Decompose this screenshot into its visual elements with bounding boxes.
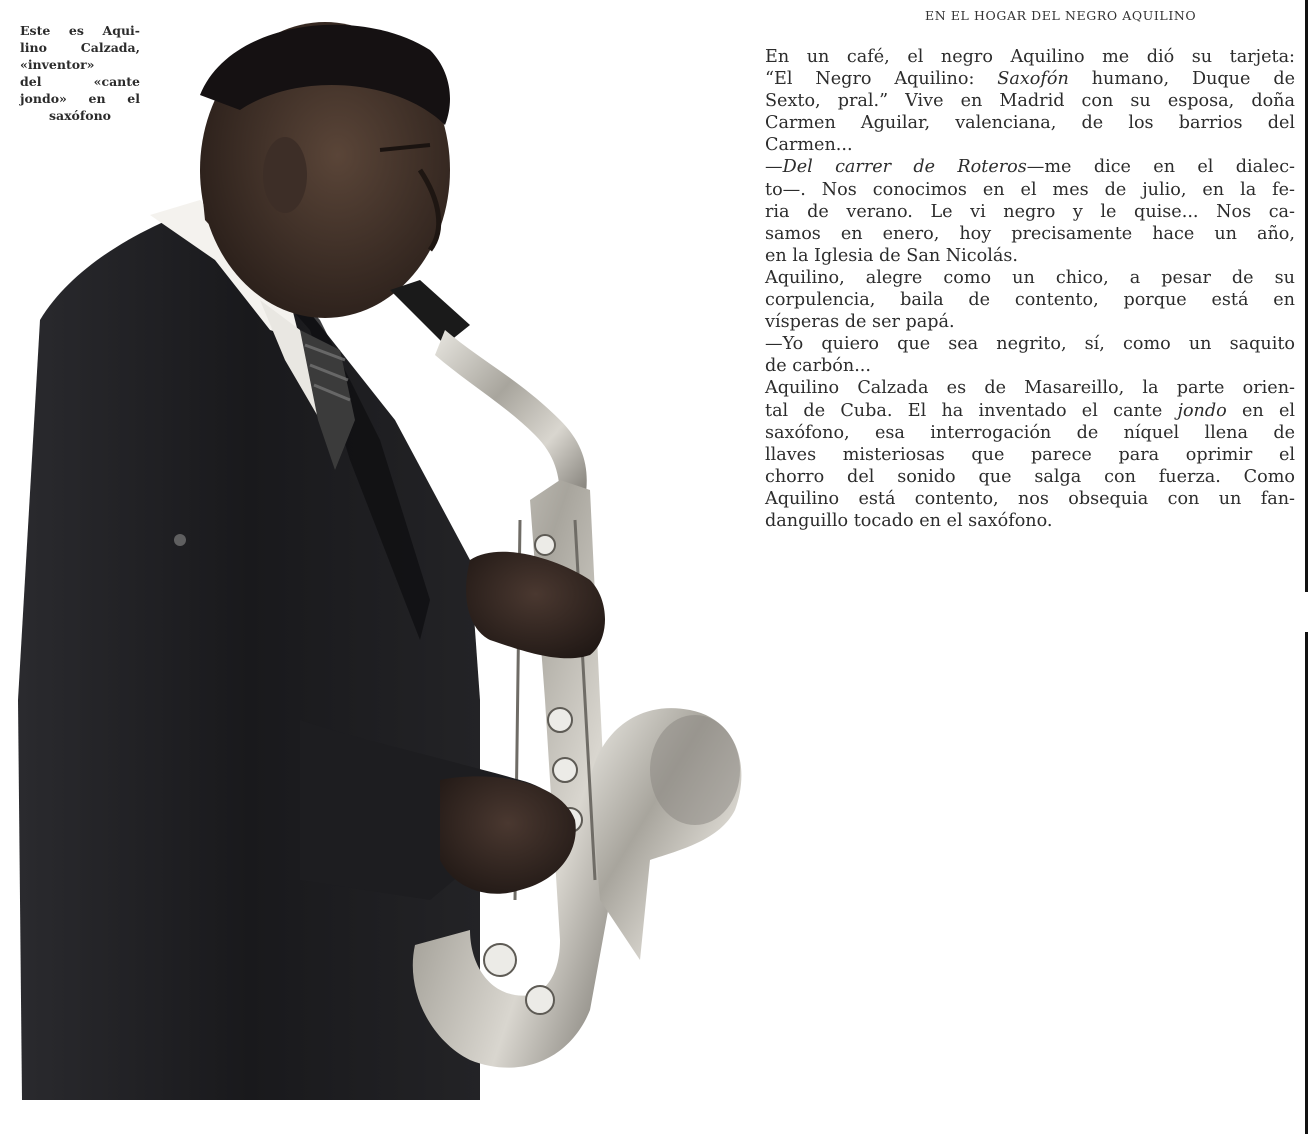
caption-line: Este es Aqui- [20, 23, 140, 38]
article-paragraph [765, 267, 1295, 333]
article-line [765, 444, 1295, 466]
article-line [765, 223, 1295, 245]
running-header: EN EL HOGAR DEL NEGRO AQUILINO [925, 8, 1197, 23]
text-run: —me dice en el dialec- [1026, 157, 1295, 178]
article-line [765, 156, 1295, 178]
caption-line: del «cante [20, 74, 140, 89]
article-line [765, 355, 1295, 377]
page-edge-rule-bottom [1305, 632, 1308, 1134]
sax-mouthpiece [390, 280, 470, 345]
article-paragraph [765, 46, 1295, 156]
text-run: humano, Duque de [1068, 69, 1295, 90]
article-paragraph [765, 377, 1295, 532]
article-line [765, 179, 1295, 201]
italic-text: Saxofón [997, 69, 1069, 90]
text-run: en la Iglesia de San Nicolás. [765, 245, 1018, 266]
article-line [765, 488, 1295, 510]
article-body [765, 46, 1295, 532]
text-run: ria de verano. Le vi negro y le quise... Nos ca- [765, 201, 1295, 222]
text-run: Carmen... [765, 135, 853, 156]
article-line [765, 112, 1295, 134]
article-line [765, 333, 1295, 355]
text-run: saxófono, esa interrogación de níquel llena de [765, 422, 1295, 443]
caption-line: saxófono [48, 108, 112, 123]
article-line [765, 90, 1295, 112]
article-paragraph [765, 156, 1295, 266]
italic-text: Del carrer de Roteros [782, 157, 1027, 178]
article-line [765, 68, 1295, 90]
article-line [765, 267, 1295, 289]
article-line [765, 400, 1295, 422]
text-run: Sexto, pral.” Vive en Madrid con su esposa, doña [765, 91, 1295, 112]
photo-caption [20, 22, 140, 124]
article-line [765, 201, 1295, 223]
sax-neck [435, 330, 587, 500]
text-run: samos en enero, hoy precisamente hace un año, [765, 223, 1295, 244]
text-run: vísperas de ser papá. [765, 312, 955, 333]
text-run: — [765, 157, 783, 178]
caption-line: lino Calzada, [20, 40, 140, 55]
article-line [765, 377, 1295, 399]
text-run: “El Negro Aquilino: [765, 69, 998, 90]
caption-line: jondo» en el [20, 91, 140, 106]
suit-jacket [18, 205, 480, 1100]
article-line [765, 289, 1295, 311]
text-run: —Yo quiero que sea negrito, sí, como un saquito [765, 334, 1295, 355]
text-run: Carmen Aguilar, valenciana, de los barrios del [765, 113, 1295, 134]
text-run: de carbón... [765, 356, 871, 377]
italic-text: jondo [1177, 400, 1227, 421]
article-line [765, 311, 1295, 333]
text-run: Aquilino está contento, nos obsequia con un fan- [765, 488, 1295, 509]
ear [263, 137, 307, 213]
page-edge-rule-top [1305, 0, 1308, 592]
text-run: danguillo tocado en el saxófono. [765, 510, 1053, 531]
text-run: tal de Cuba. El ha inventado el cante [765, 400, 1178, 421]
text-run: chorro del sonido que salga con fuerza. Como [765, 466, 1295, 487]
caption-line: «inventor» [20, 57, 95, 72]
text-run: llaves misteriosas que parece para oprimir el [765, 444, 1295, 465]
text-run: corpulencia, baila de contento, porque está en [765, 290, 1295, 311]
text-run: to—. Nos conocimos en el mes de julio, en la fe- [765, 179, 1295, 200]
text-run: En un café, el negro Aquilino me dió su tarjeta: [765, 47, 1295, 67]
article-line [765, 245, 1295, 267]
article-line [765, 134, 1295, 156]
article-line [765, 466, 1295, 488]
text-run: Aquilino, alegre como un chico, a pesar de su [765, 267, 1295, 288]
article-line [765, 46, 1295, 68]
article-paragraph [765, 333, 1295, 377]
text-run: Aquilino Calzada es de Masareillo, la parte orien- [765, 378, 1295, 399]
article-line [765, 510, 1295, 532]
text-run: en el [1226, 400, 1296, 421]
article-line [765, 422, 1295, 444]
